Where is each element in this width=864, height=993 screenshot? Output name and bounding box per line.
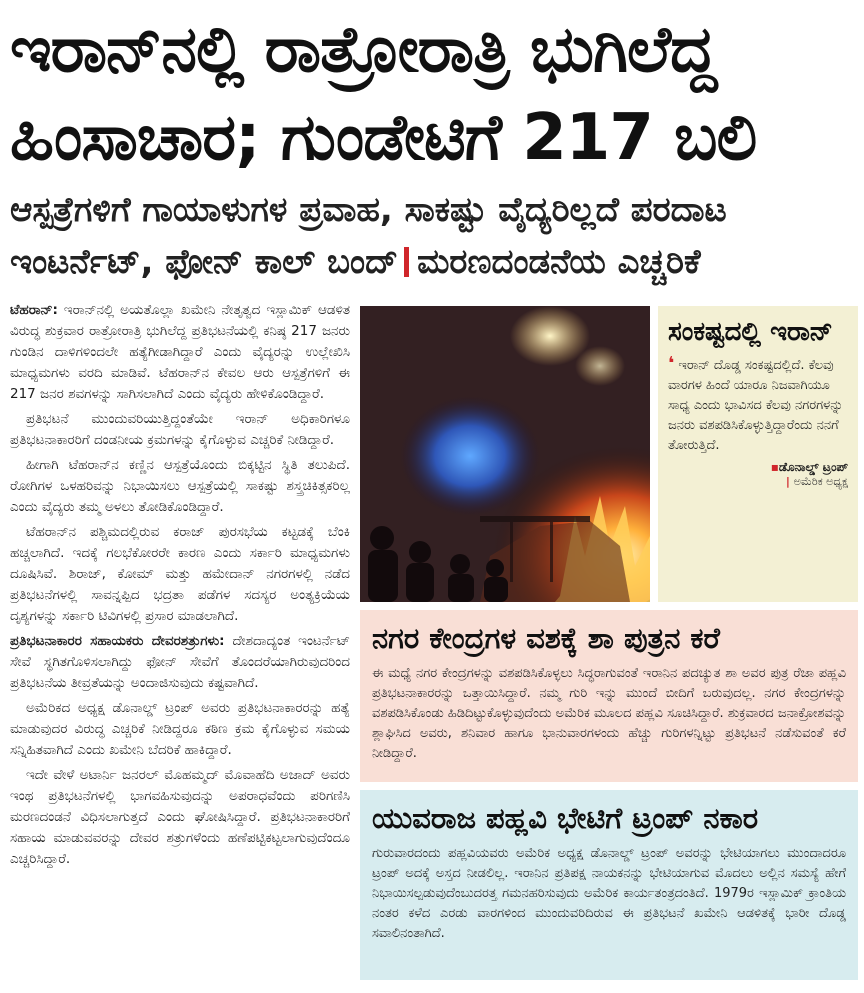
quote-text-body: ಇರಾನ್ ದೊಡ್ಡ ಸಂಕಷ್ಟದಲ್ಲಿದೆ. ಕೆಲವು ವಾರಗಳ ಹಿಂದೆ ಯಾರೂ ನಿಜವಾಗಿಯೂ ಸಾಧ್ಯ ಎಂದು ಭಾವಿಸದ ಕೆಲವು ನಗರಗಳನ್ನು ಜನರು ವಶಪಡಿಸಿಕೊಳ್ಳುತ್ತಿದ್ದಾರೆಂದು ನನಗೆ ತೋರುತ್ತಿದೆ. xyxy=(668,358,844,453)
subhead-line-1: ಆಸ್ಪತ್ರೆಗಳಿಗೆ ಗಾಯಾಳುಗಳ ಪ್ರವಾಹ, ಸಾಕಷ್ಟು ವೈದ್ಯರಿಲ್ಲದೆ ಪರದಾಟ xyxy=(10,190,727,230)
main-story-column xyxy=(10,300,350,985)
story2-headline: ಯುವರಾಜ ಪಹ್ಲವಿ ಭೇಟಿಗೆ ಟ್ರಂಪ್ ನಕಾರ xyxy=(372,801,759,835)
main-story-paragraph-6: ಅಮೆರಿಕದ ಅಧ್ಯಕ್ಷ ಡೊನಾಲ್ಡ್ ಟ್ರಂಪ್ ಅವರು ಪ್ರತಿಭಟನಾಕಾರರನ್ನು ಹತ್ಯೆ ಮಾಡುವುದರ ವಿರುದ್ಧ ಎಚ್ಚರಿಕೆ ನೀಡಿದ್ದರೂ ಕಠಿಣ ಕ್ರಮ ಕೈಗೊಳ್ಳುವ ಸಮಯ ಸನ್ನಿಹಿತವಾಗಿದೆ ಎಂದು ಖಮೇನಿ ಬೆದರಿಕೆ ಹಾಕಿದ್ದಾರೆ. xyxy=(10,700,350,758)
main-story-paragraph-5 xyxy=(10,631,350,694)
role-separator: | xyxy=(785,475,794,488)
subhead-line-2 xyxy=(10,238,854,286)
fire-scene-image xyxy=(360,306,650,602)
headline-line-1: ಇರಾನ್‌ನಲ್ಲಿ ರಾತ್ರೋರಾತ್ರಿ ಭುಗಿಲೆದ್ದ xyxy=(10,13,717,87)
trump-quote-box xyxy=(658,306,858,602)
main-story-paragraph-7: ಇದೇ ವೇಳೆ ಅಟಾರ್ನಿ ಜನರಲ್ ಮೊಹಮ್ಮದ್ ಮೊವಾಹೆದಿ ಅಜಾದ್ ಅವರು ಇಂಥ ಪ್ರತಿಭಟನೆಗಳಲ್ಲಿ ಭಾಗವಹಿಸುವುದನ್ನು ಅಪರಾಧವೆಂದು ಪರಿಗಣಿಸಿ ಮರಣದಂಡನೆ ವಿಧಿಸಲಾಗುತ್ತದೆ ಎಂದು ಘೋಷಿಸಿದ್ದಾರೆ. ಪ್ರತಿಭಟನಾಕಾರರಿಗೆ ಸಹಾಯ ಮಾಡುವವರನ್ನು ದೇವರ ಶತ್ರುಗಳೆಂದು ಹಣೆಪಟ್ಟಿಕಟ್ಟಲಾಗುವುದೆಂದೂ ಎಚ್ಚರಿಸಿದ್ದಾರೆ. xyxy=(10,767,350,867)
quote-box-title: ಸಂಕಷ್ಟದಲ್ಲಿ ಇರಾನ್ xyxy=(668,317,833,347)
author-bullet-icon: ▪ xyxy=(770,460,779,474)
quote-text xyxy=(668,354,848,456)
main-headline xyxy=(10,6,854,182)
main-story-paragraph-1 xyxy=(10,300,350,405)
subhead-death-penalty: ಮರಣದಂಡನೆಯ ಎಚ್ಚರಿಕೆ xyxy=(417,242,701,282)
news-photo-fire-protest xyxy=(360,306,650,602)
subhead-separator xyxy=(404,247,409,277)
story2-body: ಗುರುವಾರದಂದು ಪಹ್ಲವಿಯವರು ಅಮೆರಿಕ ಅಧ್ಯಕ್ಷ ಡೊನಾಲ್ಡ್ ಟ್ರಂಪ್ ಅವರನ್ನು ಭೇಟಿಯಾಗಲು ಮುಂದಾದರೂ ಟ್ರಂಪ್ ಅದಕ್ಕೆ ಅಸ್ತದ ನೀಡಲಿಲ್ಲ. ಇರಾನಿನ ಪ್ರತಿಪಕ್ಷ ನಾಯಕನನ್ನು ಭೇಟಿಯಾಗುವ ಮೊದಲು ಅಲ್ಲಿನ ಸಮಸ್ಯೆ ಹೇಗೆ ನಿಭಾಯಿಸಲ್ಪಡುವುದೆಂಬುದರತ್ತ ಗಮನಹರಿಸುವುದು ಅಮೆರಿಕ ಕಾರ್ಯತಂತ್ರದಂತಿದೆ. 1979ರ ಇಸ್ಲಾಮಿಕ್ ಕ್ರಾಂತಿಯ ನಂತರ ಕಳೆದ ಎರಡು ವಾರಗಳಿಂದ ಮುಂದುವರಿದಿರುವ ಈ ಪ್ರತಿಭಟನೆ ಖಮೇನಿ ಆಡಳಿತಕ್ಕೆ ಭಾರೀ ದೊಡ್ಡ ಸವಾಲಿನಂತಾಗಿದೆ. xyxy=(372,846,846,941)
story1-body: ಈ ಮಧ್ಯೆ ನಗರ ಕೇಂದ್ರಗಳನ್ನು ವಶಪಡಿಸಿಕೊಳ್ಳಲು ಸಿದ್ಧರಾಗುವಂತೆ ಇರಾನಿನ ಪದಚ್ಯುತ ಶಾ ಅವರ ಪುತ್ರ ರೆಜಾ ಪಹ್ಲವಿ ಪ್ರತಿಭಟನಾಕಾರರನ್ನು ಒತ್ತಾಯಿಸಿದ್ದಾರೆ. ನಮ್ಮ ಗುರಿ ಇನ್ನು ಮುಂದೆ ಬೀದಿಗೆ ಬರುವುದಲ್ಲ. ನಗರ ಕೇಂದ್ರಗಳನ್ನು ವಶಪಡಿಸಿಕೊಂಡು ಹಿಡಿದಿಟ್ಟುಕೊಳ್ಳುವುದೆಂದು ಅಮೆರಿಕ ಮೂಲದ ಪಹ್ಲವಿ ಸೂಚಿಸಿದ್ದಾರೆ. ಶುಕ್ರವಾರದ ಜನಾಕ್ರೋಶವನ್ನು ಶ್ಲಾಘಿಸಿದ ಅವರು, ಶನಿವಾರ ಹಾಗೂ ಭಾನುವಾರಗಳಂದು ಹೆಚ್ಚು ಗುರಿಗಳನ್ನಿಟ್ಟು ಪ್ರತಿಭಟನೆ ನಡೆಸುವಂತೆ ಕರೆ ನೀಡಿದ್ದಾರೆ. xyxy=(372,666,846,761)
dateline: ಟೆಹರಾನ್: xyxy=(10,302,58,318)
story-trump-declines-meeting xyxy=(360,790,858,980)
main-story-paragraph-2: ಪ್ರತಿಭಟನೆ ಮುಂದುವರಿಯುತ್ತಿದ್ದಂತೆಯೇ ಇರಾನ್ ಅಧಿಕಾರಿಗಳೂ ಪ್ರತಿಭಟನಾಕಾರರಿಗೆ ದಂಡನೀಯ ಕ್ರಮಗಳನ್ನು ಕೈಗೊಳ್ಳುವ ಎಚ್ಚರಿಕೆ ನೀಡಿದ್ದಾರೆ. xyxy=(10,411,350,448)
quote-author-name: ಡೊನಾಲ್ಡ್ ಟ್ರಂಪ್ xyxy=(778,460,848,474)
story1-headline: ನಗರ ಕೇಂದ್ರಗಳ ವಶಕ್ಕೆ ಶಾ ಪುತ್ರನ ಕರೆ xyxy=(372,621,720,655)
headline-line-2: ಹಿಂಸಾಚಾರ; ಗುಂಡೇಟಿಗೆ 217 ಬಲಿ xyxy=(10,101,757,175)
quote-author-role-text: ಅಮೆರಿಕ ಅಧ್ಯಕ್ಷ xyxy=(793,475,848,488)
quote-author xyxy=(668,460,848,475)
story-shah-son-call xyxy=(360,610,858,782)
main-story-p1-text: ಇರಾನ್‌ನಲ್ಲಿ ಅಯತೊಲ್ಲಾ ಖಮೇನಿ ನೇತೃತ್ವದ ಇಸ್ಲಾಮಿಕ್ ಆಡಳಿತ ವಿರುದ್ಧ ಶುಕ್ರವಾರ ರಾತ್ರೋರಾತ್ರಿ ಭುಗಿಲೆದ್ದ ಪ್ರತಿಭಟನೆಯಲ್ಲಿ ಕನಿಷ್ಠ 217 ಜನರು ಗುಂಡಿನ ದಾಳಿಗಳಿಂದಲೇ ಹತ್ಯೆಗೀಡಾಗಿದ್ದಾರೆ ಎಂದು ವೈದ್ಯರನ್ನು ಉಲ್ಲೇಖಿಸಿ ಮಾಧ್ಯಮಗಳು ವರದಿ ಮಾಡಿವೆ. ಟೆಹರಾನ್‌ನ ಕೇವಲ ಆರು ಆಸ್ಪತ್ರೆಗಳಿಗೆ ಈ 217 ಜನರ ಶವಗಳನ್ನು ಸಾಗಿಸಲಾಗಿದೆ ಎಂದು ವೈದ್ಯರು ಹೇಳಿಕೊಂಡಿದ್ದಾರೆ. xyxy=(10,302,350,402)
main-story-paragraph-4: ಟೆಹರಾನ್‌ನ ಪಶ್ಚಿಮದಲ್ಲಿರುವ ಕರಾಜ್ ಪುರಸಭೆಯ ಕಟ್ಟಡಕ್ಕೆ ಬೆಂಕಿ ಹಚ್ಚಲಾಗಿದೆ. ಇದಕ್ಕೆ ಗಲಭೆಕೋರರೇ ಕಾರಣ ಎಂದು ಸರ್ಕಾರಿ ಮಾಧ್ಯಮಗಳು ದೂಷಿಸಿವೆ. ಶಿರಾಜ್, ಕೋಮ್ ಮತ್ತು ಹಮೇದಾನ್ ನಗರಗಳಲ್ಲಿ ನಡೆದ ಪ್ರತಿಭಟನೆಗಳಲ್ಲಿ ಸಾವನ್ನಪ್ಪಿದ ಭದ್ರತಾ ಪಡೆಗಳ ಸದಸ್ಯರ ಅಂತ್ಯಕ್ರಿಯೆಯ ದೃಶ್ಯಗಳನ್ನು ಸರ್ಕಾರಿ ಟಿವಿಗಳಲ್ಲಿ ಪ್ರಸಾರ ಮಾಡಲಾಗಿದೆ. xyxy=(10,524,350,624)
subhead-internet-phone: ಇಂಟರ್ನೆಟ್, ಫೋನ್ ಕಾಲ್ ಬಂದ್ xyxy=(10,242,399,282)
main-story-p5-text: ದೇಶದಾದ್ಯಂತ ಇಂಟರ್ನೆಟ್ ಸೇವೆ ಸ್ಥಗಿತಗೊಳಿಸಲಾಗಿದ್ದು ಫೋನ್ ಸೇವೆಗೆ ತೊಂದರೆಯಾಗಿರುವುದರಿಂದ ಪ್ರತಿಭಟನೆಯ ತೀವ್ರತೆಯನ್ನು ಅಂದಾಜಿಸುವುದು ಕಷ್ಟವಾಗಿದೆ. xyxy=(10,633,350,691)
quote-mark-icon: ❛ xyxy=(668,353,675,374)
main-story-paragraph-3: ಹೀಗಾಗಿ ಟೆಹರಾನ್‌ನ ಕಣ್ಣಿನ ಆಸ್ಪತ್ರೆಯೊಂದು ಬಿಕ್ಕಟ್ಟಿನ ಸ್ಥಿತಿ ತಲುಪಿದೆ. ರೋಗಿಗಳ ಒಳಹರಿವನ್ನು ನಿಭಾಯಿಸಲು ಆಸ್ಪತ್ರೆಯಲ್ಲಿ ಸಾಕಷ್ಟು ಶಸ್ತ್ರಚಿಕಿತ್ಸಕರಿಲ್ಲ ಎಂದು ವೈದ್ಯರು ತಮ್ಮ ಅಳಲು ತೋಡಿಕೊಂಡಿದ್ದಾರೆ. xyxy=(10,457,350,515)
quote-author-role xyxy=(668,475,848,489)
article-columns xyxy=(10,300,854,985)
subsection-heading: ಪ್ರತಿಭಟನಾಕಾರರ ಸಹಾಯಕರು ದೇವರಶತ್ರುಗಳು: xyxy=(10,633,225,649)
